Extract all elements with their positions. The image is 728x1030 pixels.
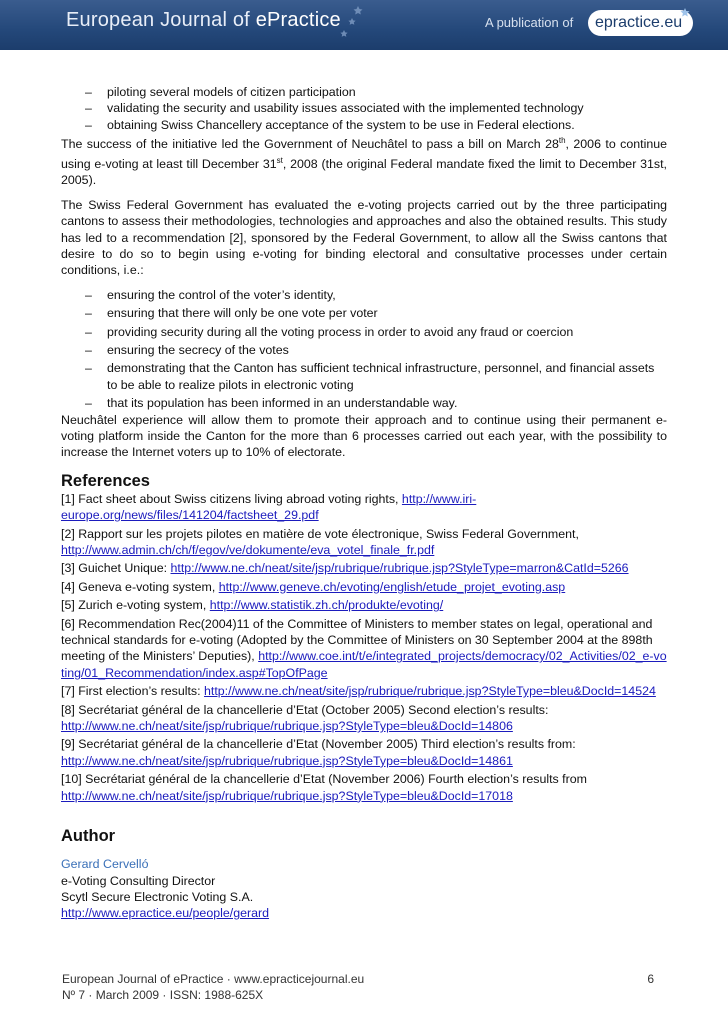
- reference-item: [3] Guichet Unique: http://www.ne.ch/neat/site/jsp/rubrique/rubrique.jsp?StyleType=marron&CatId=5266: [61, 561, 629, 576]
- dash-bullet: –: [85, 101, 92, 116]
- reference-link[interactable]: http://www.ne.ch/neat/site/jsp/rubrique/rubrique.jsp?StyleType=bleu&DocId=14524: [204, 684, 656, 699]
- article-body: [61, 84, 667, 922]
- reference-link[interactable]: http://www.geneve.ch/evoting/english/etude_projet_evoting.asp: [218, 579, 566, 594]
- dash-bullet: –: [85, 396, 92, 411]
- list-item: – ensuring the control of the voter’s identity,: [85, 287, 336, 302]
- reference-link[interactable]: http://www.statistik.zh.ch/produkte/evoting/: [209, 598, 444, 613]
- author-heading: Author: [61, 827, 116, 846]
- author-name: Gerard Cervelló: [61, 857, 149, 872]
- dash-bullet: –: [85, 287, 92, 302]
- paragraph-neuchatel-bill: The success of the initiative led the Government of Neuchâtel to pass a bill on March 28th, 2006 to continue using e-voting at least till December 31st, 2008 (the original Federal mandate fixed the limit to December 31st, 2005).: [61, 136, 667, 188]
- dash-bullet: –: [85, 306, 92, 321]
- list-item: – that its population has been informed in an understandable way.: [85, 396, 458, 411]
- page-footer: [62, 971, 662, 1003]
- dash-bullet: –: [85, 324, 92, 339]
- reference-link[interactable]: http://www.iri-europe.org/news/files/141204/factsheet_29.pdf: [61, 491, 477, 523]
- logo-star-icon: [680, 8, 690, 18]
- journal-brand: ePractice: [255, 9, 341, 31]
- journal-title: European Journal of ePractice: [66, 9, 341, 31]
- paragraph-federal-evaluation: The Swiss Federal Government has evaluated the e-voting projects carried out by the three participating cantons to assess their methodologies, technologies and approaches and also the obtained results. This study has led to a recommendation [2], sponsored by the Federal Government, to allow all the Swiss cantons that desire to do so to begin using e-voting for binding electoral and consultative processes under certain conditions, i.e.:: [61, 197, 667, 278]
- star-decoration-icon: [330, 0, 420, 50]
- conditions-list: [61, 287, 667, 412]
- author-role: e-Voting Consulting Director: [61, 873, 216, 888]
- list-item: – ensuring that there will only be one vote per voter: [85, 306, 378, 321]
- list-item: – obtaining Swiss Chancellery acceptance of the system to be use in Federal elections.: [85, 117, 575, 132]
- reference-item: [5] Zurich e-voting system, http://www.statistik.zh.ch/produkte/evoting/: [61, 598, 444, 613]
- pilot-goals-list: [61, 84, 667, 133]
- dash-bullet: –: [85, 342, 92, 357]
- footer-issue-line: Nº 7 · March 2009 · ISSN: 1988-625X: [62, 988, 264, 1002]
- reference-link[interactable]: http://www.ne.ch/neat/site/jsp/rubrique/rubrique.jsp?StyleType=marron&CatId=5266: [170, 561, 629, 576]
- reference-link[interactable]: http://www.ne.ch/neat/site/jsp/rubrique/rubrique.jsp?StyleType=bleu&DocId=17018: [61, 788, 513, 803]
- reference-link[interactable]: http://www.admin.ch/ch/f/egov/ve/dokumente/eva_votel_finale_fr.pdf: [61, 543, 435, 557]
- reference-item: [2] Rapport sur les projets pilotes en matière de vote électronique, Swiss Federal Government, http://www.admin.ch/ch/f/egov/ve/dokumente/eva_votel_finale_fr.pdf: [61, 526, 579, 557]
- reference-item: [6] Recommendation Rec(2004)11 of the Committee of Ministers to member states on legal, operational and technical standards for e-voting (Adopted by the Committee of Ministers on 30 September 2004 at the 898th meeting of the Ministers’ Deputies), http://www.coe.int/t/e/integrated_projects/democracy/02_Activities/02_e-voting/01_Recommendation/index.asp#TopOfPage: [61, 616, 667, 680]
- reference-item: [4] Geneva e-voting system, http://www.geneve.ch/evoting/english/etude_projet_evoting.asp: [61, 579, 566, 594]
- paragraph-neuchatel-experience: Neuchâtel experience will allow them to promote their approach and to continue using their permanent e-voting platform inside the Canton for the more than 6 processes carried out each year, with the possibility to increase the Internet voters up to 10% of electorate.: [61, 412, 667, 460]
- dash-bullet: –: [85, 117, 92, 132]
- list-item: – validating the security and usability issues associated with the implemented technology: [85, 101, 584, 116]
- page-number: 6: [647, 972, 654, 986]
- epractice-logo[interactable]: epractice.eu: [588, 10, 693, 36]
- list-item: – demonstrating that the Canton has sufficient technical infrastructure, personnel, and financial assets to be able to realize pilots in electronic voting: [85, 361, 655, 392]
- footer-journal-line: European Journal of ePractice · www.epracticejournal.eu: [62, 972, 365, 986]
- dash-bullet: –: [85, 85, 92, 99]
- reference-link[interactable]: http://www.ne.ch/neat/site/jsp/rubrique/rubrique.jsp?StyleType=bleu&DocId=14806: [61, 719, 513, 734]
- list-item: – ensuring the secrecy of the votes: [85, 342, 289, 357]
- list-item: – providing security during all the voting process in order to avoid any fraud or coercion: [85, 324, 574, 339]
- reference-item: [8] Secrétariat général de la chancellerie d’Etat (October 2005) Second election’s results: http://www.ne.ch/neat/site/jsp/rubrique/rubrique.jsp?StyleType=bleu&DocId=14806: [61, 702, 549, 734]
- reference-item: [10] Secrétariat général de la chancellerie d’Etat (November 2006) Fourth election’s results from http://www.ne.ch/neat/site/jsp/rubrique/rubrique.jsp?StyleType=bleu&DocId=17018: [61, 772, 587, 803]
- reference-item: [9] Secrétariat général de la chancellerie d’Etat (November 2005) Third election’s results from: http://www.ne.ch/neat/site/jsp/rubrique/rubrique.jsp?StyleType=bleu&DocId=14861: [61, 737, 576, 768]
- reference-item: [1] Fact sheet about Swiss citizens living abroad voting rights, http://www.iri-europe.org/news/files/141204/factsheet_29.pdf: [61, 491, 477, 523]
- list-item: – piloting several models of citizen participation: [85, 85, 356, 99]
- journal-banner: [0, 0, 728, 50]
- publication-of-label: A publication of: [485, 15, 574, 30]
- reference-item: [7] First election’s results: http://www.ne.ch/neat/site/jsp/rubrique/rubrique.jsp?StyleType=bleu&DocId=14524: [61, 684, 656, 699]
- references-heading: References: [61, 471, 150, 490]
- reference-link[interactable]: http://www.ne.ch/neat/site/jsp/rubrique/rubrique.jsp?StyleType=bleu&DocId=14861: [61, 753, 513, 768]
- dash-bullet: –: [85, 361, 92, 376]
- reference-link[interactable]: http://www.coe.int/t/e/integrated_projects/democracy/02_Activities/02_e-voting/01_Recommendation/index.asp#TopOfPage: [61, 649, 667, 680]
- author-profile: [61, 905, 667, 921]
- author-company: Scytl Secure Electronic Voting S.A.: [61, 889, 254, 904]
- author-profile-link[interactable]: http://www.epractice.eu/people/gerard: [61, 906, 270, 921]
- references-list: [61, 491, 667, 804]
